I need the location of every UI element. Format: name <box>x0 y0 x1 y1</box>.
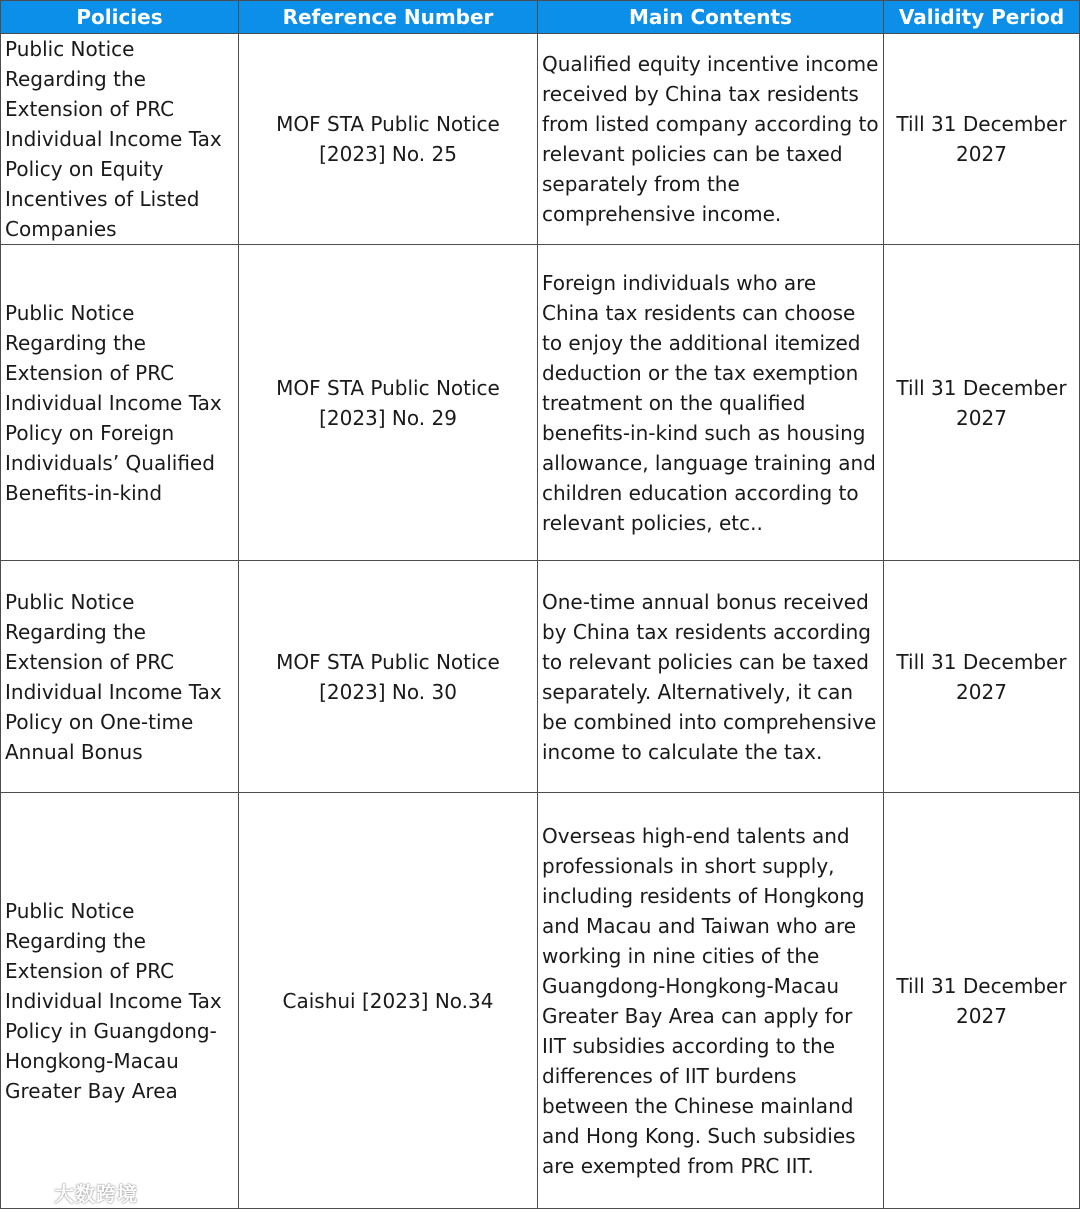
policy-cell: Public Notice Regarding the Extension of PRC Individual Income Tax Policy on Equity Incentives of Listed Companies <box>1 34 239 245</box>
header-reference-number: Reference Number <box>239 1 538 34</box>
validity-cell: Till 31 December 2027 <box>884 561 1080 793</box>
reference-cell: MOF STA Public Notice [2023] No. 30 <box>239 561 538 793</box>
table-row <box>1 793 1080 1209</box>
policy-cell: Public Notice Regarding the Extension of PRC Individual Income Tax Policy on One-time Annual Bonus <box>1 561 239 793</box>
table-row <box>1 34 1080 245</box>
contents-cell: Qualified equity incentive income received by China tax residents from listed company according to relevant policies can be taxed separately from the comprehensive income. <box>538 34 884 245</box>
table-row <box>1 245 1080 561</box>
policy-cell: Public Notice Regarding the Extension of PRC Individual Income Tax Policy on Foreign Individuals’ Qualified Benefits-in-kind <box>1 245 239 561</box>
policy-cell: Public Notice Regarding the Extension of PRC Individual Income Tax Policy in Guangdong-Hongkong-Macau Greater Bay Area <box>1 793 239 1209</box>
validity-cell: Till 31 December 2027 <box>884 793 1080 1209</box>
header-policies: Policies <box>1 1 239 34</box>
watermark <box>8 1178 138 1207</box>
header-validity-period: Validity Period <box>884 1 1080 34</box>
table-row <box>1 561 1080 793</box>
validity-cell: Till 31 December 2027 <box>884 34 1080 245</box>
header-main-contents: Main Contents <box>538 1 884 34</box>
reference-cell: MOF STA Public Notice [2023] No. 29 <box>239 245 538 561</box>
contents-cell: Overseas high-end talents and professionals in short supply, including residents of Hongkong and Macau and Taiwan who are working in nine cities of the Guangdong-Hongkong-Macau Greater Bay Area can apply for IIT subsidies according to the differences of IIT burdens between the Chinese mainland and Hong Kong. Such subsidies are exempted from PRC IIT. <box>538 793 884 1209</box>
validity-cell: Till 31 December 2027 <box>884 245 1080 561</box>
watermark-text: 大数跨境 <box>54 1182 138 1206</box>
reference-cell: Caishui [2023] No.34 <box>239 793 538 1209</box>
brand-logo-icon <box>8 1182 52 1204</box>
header-row <box>1 1 1080 34</box>
contents-cell: One-time annual bonus received by China tax residents according to relevant policies can be taxed separately. Alternatively, it can be combined into comprehensive income to calculate the tax. <box>538 561 884 793</box>
contents-cell: Foreign individuals who are China tax residents can choose to enjoy the additional itemized deduction or the tax exemption treatment on the qualified benefits-in-kind such as housing allowance, language training and children education according to relevant policies, etc.. <box>538 245 884 561</box>
reference-cell: MOF STA Public Notice [2023] No. 25 <box>239 34 538 245</box>
